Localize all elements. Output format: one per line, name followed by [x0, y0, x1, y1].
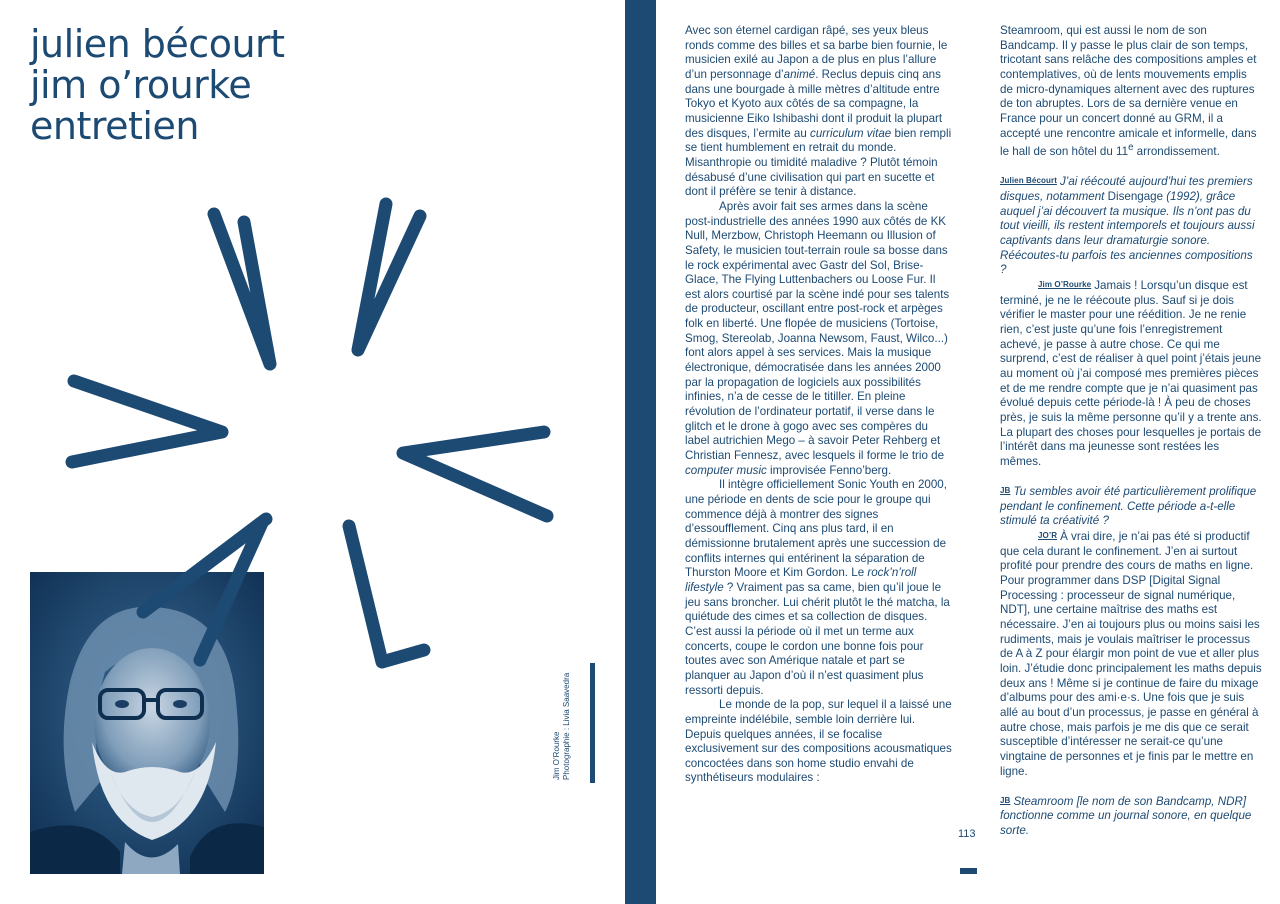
title-line-author: julien bécourt	[30, 22, 285, 66]
question-2: JB Tu sembles avoir été particulièrement prolifique pendant le confinement. Cette période a-t-elle stimulé ta créativité ?	[1000, 485, 1257, 528]
chevron-bottom-left	[143, 519, 266, 660]
intro-continuation: Steamroom, qui est aussi le nom de son Bandcamp. Il y passe le plus clair de son temps, tricotant sans relâche des compositions amples et contemplatives, où de lents mouvements emplis de micro-dynamiques alternent avec des ruptures de ton abruptes. Lors de sa dernière venue en France pour un concert donné au GRM, il a accepté une rencontre amicale et informelle, dans le hall de son hôtel du 11e arrondissement.	[1000, 24, 1257, 159]
chevron-left	[72, 381, 222, 462]
sonic-youth-paragraph: Il intègre officiellement Sonic Youth en 2000, une période en dents de scie pour le groupe qui commence déjà à montrer des signes d’essoufflement. Cinq ans plus tard, il en démissionne brutalement après une succession de conflits internes qui entérinent la séparation de Thurston Moore et Kim Gordon. Le rock’n’roll lifestyle ? Vraiment pas sa came, bien qu’il joue le jeu sans broncher. Lui chérit plutôt le thé matcha, la quiétude des cimes et sa collection de disques. C’est aussi la période où il met un terme aux concerts, coupe le cordon une bonne fois pour toutes avec son Amérique natale et part se planquer au Japon d’où il n’est quasiment plus ressorti depuis.	[685, 478, 950, 697]
article-column-2	[1000, 24, 1262, 839]
speaker-label-interviewee: Jim O’Rourke	[1038, 279, 1092, 289]
question-3: JB Steamroom [le nom de son Bandcamp, NDR] fonctionne comme un journal sonore, en quelque sorte.	[1000, 794, 1252, 838]
speaker-initials-interviewee: JO’R	[1038, 531, 1058, 541]
speaker-initials-interviewer-2: JB	[1000, 795, 1011, 805]
answer-1: Jim O’Rourke Jamais ! Lorsqu’un disque est terminé, je ne le réécoute plus. Sauf si je dois vérifier le master pour une réédition. Je ne renie rien, c’est juste qu’une fois l’enregistrement achevé, je passe à autre chose. Ce qui me surprend, c’est de réaliser à quel point j’étais jeune au moment où j’ai composé mes premières pièces et de me rendre compte que je n’ai quasiment pas évolué depuis cette période-là ! À peu de choses près, je suis la même personne qu’il y a trente ans. La plupart des choses pour lesquelles je portais de l’intérêt dans ma jeunesse sont restées les mêmes.	[1000, 278, 1262, 468]
title-line-type: entretien	[30, 104, 199, 148]
intro-paragraph: Avec son éternel cardigan râpé, ses yeux bleus ronds comme des billes et sa barbe bien fournie, le musicien exilé au Japon a de plus en plus l’allure d’un personnage d’animé. Reclus depuis cinq ans dans une bourgade à mille mètres d’altitude entre Tokyo et Kyoto aux côtés de sa compagne, la musicienne Eiko Ishibashi dont il produit la plupart des disques, l’ermite au curriculum vitae bien rempli se tient humblement en retrait du monde. Misanthropie ou timidité maladive ? Plutôt témoin désabusé d’une civilisation qui part en sucette et dont il préfère se tenir à distance.	[685, 24, 952, 199]
page-number: 113	[958, 828, 976, 840]
speaker-label-interviewer: Julien Bécourt	[1000, 176, 1057, 186]
question-1: Julien Bécourt J’ai réécouté aujourd’hui tes premiers disques, notamment Disengage (1992), grâce auquel j’ai découvert ta musique. Ils n’ont pas du tout vieilli, ils restent intemporels et toujours aussi captivants dans leur dramaturgie sonore. Réécoutes-tu parfois tes anciennes compositions ?	[1000, 175, 1255, 277]
caption-name: Jim O’Rourke	[552, 731, 561, 780]
page-number-bar	[960, 868, 977, 874]
pop-paragraph: Le monde de la pop, sur lequel il a laissé une empreinte indélébile, semble loin derrière lui. Depuis quelques années, il se focalise exclusivement sur des compositions acousmatiques concoctées dans son home studio envahi de synthétiseurs modulaires :	[685, 698, 952, 785]
career-paragraph: Après avoir fait ses armes dans la scène post-industrielle des années 1990 aux côtés de KK Null, Merzbow, Christoph Heemann ou Illusion of Safety, le musicien tout-terrain roule sa bosse dans le rock expérimental avec Gastr del Sol, Brise-Glace, The Flying Luttenbachers ou Loose Fur. Il est alors courtisé par la scène indé pour ses talents de producteur, oscillant entre post-rock et arpèges folk en liberté. Une flopée de musiciens (Tortoise, Smog, Stereolab, Joanna Newsom, Faust, Wilco...) font alors appel à ses services. Mais la musique électronique, démocratisée dans les années 2000 par la propagation de logiciels aux possibilités infinies, n’a de cesse de le titiller. En pleine révolution de l’ordinateur portatif, il verse dans le glitch et le drone à gogo avec ses compères du label autrichien Mego – à savoir Peter Rehberg et Christian Fennesz, avec lesquels il forme le trio de computer music improvisée Fenno’berg.	[685, 199, 950, 477]
title-line-subject: jim o’rourke	[30, 63, 252, 107]
article-column-1	[685, 24, 953, 786]
chevron-top-left	[214, 214, 270, 364]
page-spine	[625, 0, 656, 904]
chevron-top-right	[358, 204, 420, 350]
chevron-bottom-right	[349, 526, 424, 662]
answer-2: JO’R À vrai dire, je n’ai pas été si productif que cela durant le confinement. J’en ai surtout profité pour prendre des cours de maths en ligne. Pour programmer dans DSP [Digital Signal Processing : processeur de signal numérique, NDT], une certaine maîtrise des maths est nécessaire. J’en ai toujours plus ou moins saisi les rudiments, mais je voulais maîtriser le processus de A à Z pour élargir mon point de vue et aller plus loin. J’étudie donc principalement les maths depuis deux ans ! Même si je continue de faire du mixage d’albums pour des ami·e·s. Une fois que je suis allé au bout d’un processus, je passe en général à autre chose, mais parfois je me dis que ce serait susceptible d’intéresser ne serait-ce qu’une vingtaine de personnes et je finis par le mettre en ligne.	[1000, 530, 1262, 778]
chevron-right	[403, 432, 547, 516]
chevron-burst-icon	[0, 0, 620, 904]
speaker-initials-interviewer: JB	[1000, 486, 1011, 496]
photo-caption	[552, 630, 584, 780]
caption-credit: Photographie : Livia Saavedra	[562, 672, 571, 780]
caption-bar	[590, 663, 595, 783]
